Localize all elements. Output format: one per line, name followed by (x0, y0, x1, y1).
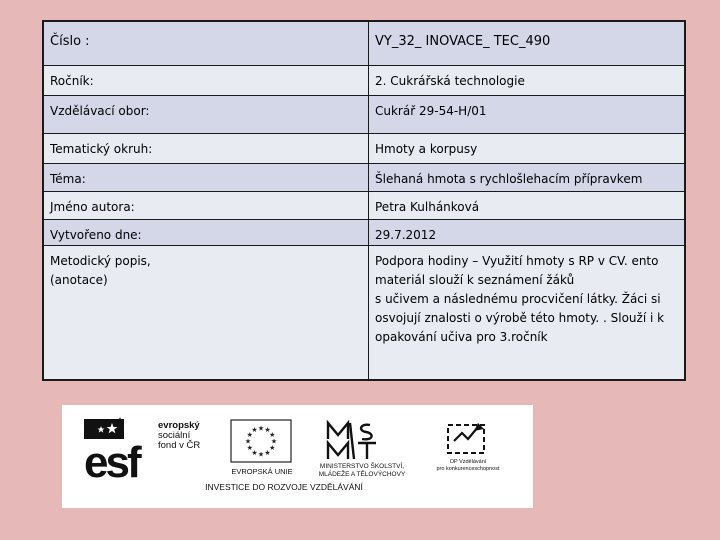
esf-logo-line: fond v ČR (158, 440, 201, 451)
row-label-author: Jméno autora: (43, 191, 369, 219)
msmt-label-line: MLÁDEŽE A TĚLOVÝCHOVY (318, 471, 406, 478)
eu-star-icon: ★ (251, 448, 258, 457)
op-label-line: pro konkurenceschopnost (436, 466, 500, 472)
eu-star-icon: ★ (269, 431, 276, 439)
row-label-created: Vytvořeno dne: (43, 219, 369, 245)
row-value-annotation (369, 245, 686, 380)
annotation-label-line: (anotace) (50, 272, 108, 287)
annotation-line: osvojují znalosti o výrobě této hmoty. . Slouží i k (375, 310, 665, 325)
row-value-field: Cukrář 29-54-H/01 (369, 95, 686, 133)
eu-star-icon: ★ (270, 437, 278, 446)
msmt-label-line: MINISTERSTVO ŠKOLSTVÍ, (319, 463, 405, 470)
row-label-theme: Téma: (43, 163, 369, 191)
annotation-line: materiál slouží k seznámení žáků (375, 272, 575, 287)
eu-star-icon: ★ (244, 437, 252, 446)
row-value-created: 29.7.2012 (369, 219, 686, 245)
eu-star-icon: ★ (264, 448, 271, 457)
eu-star-icon: ★ (264, 426, 271, 435)
esf-logo-icon (84, 417, 224, 483)
annotation-line: opakování učiva pro 3.ročník (375, 329, 548, 344)
row-label-topic: Tematický okruh: (43, 133, 369, 163)
row-value-theme: Šlehaná hmota s rychlošlehacím přípravkem (369, 163, 686, 191)
row-label-grade: Ročník: (43, 65, 369, 95)
annotation-line: s učivem a následnému procvičení látky. Žáci si (375, 291, 661, 306)
eu-star-icon: ★ (269, 444, 276, 452)
eu-label: EVROPSKÁ UNIE (231, 467, 293, 476)
row-value-number: VY_32_ INOVACE_ TEC_490 (369, 21, 686, 65)
eu-star-icon: ★ (257, 424, 265, 433)
annotation-label-line: Metodický popis, (50, 253, 151, 268)
esf-logo-text (158, 421, 200, 451)
row-value-topic: Hmoty a korpusy (369, 133, 686, 163)
eu-star-icon: ★ (246, 444, 253, 452)
metadata-table (42, 20, 686, 381)
row-value-grade: 2. Cukrářská technologie (369, 65, 686, 95)
op-logo-icon (444, 419, 490, 457)
eu-star-icon: ★ (257, 450, 265, 459)
op-label (412, 459, 524, 473)
msmt-label (302, 463, 422, 479)
eu-flag-icon (230, 419, 292, 463)
eu-star-icon: ★ (246, 431, 253, 439)
svg-text:esf: esf (84, 438, 139, 483)
row-label-annotation (43, 245, 369, 380)
esf-logo-line: sociální (158, 430, 191, 441)
sponsor-logo-band (62, 405, 533, 508)
esf-logo-line: evropský (158, 420, 200, 431)
row-value-author: Petra Kulhánková (369, 191, 686, 219)
eu-star-icon: ★ (251, 426, 258, 435)
annotation-line: Podpora hodiny – Využití hmoty s RP v CV. ento (375, 253, 659, 268)
row-label-number: Číslo : (43, 21, 369, 65)
op-label-line: OP Vzdělávání (449, 459, 487, 465)
msmt-logo-icon (320, 419, 390, 463)
investment-slogan: INVESTICE DO ROZVOJE VZDĚLÁVÁNÍ (205, 482, 363, 492)
row-label-field: Vzdělávací obor: (43, 95, 369, 133)
